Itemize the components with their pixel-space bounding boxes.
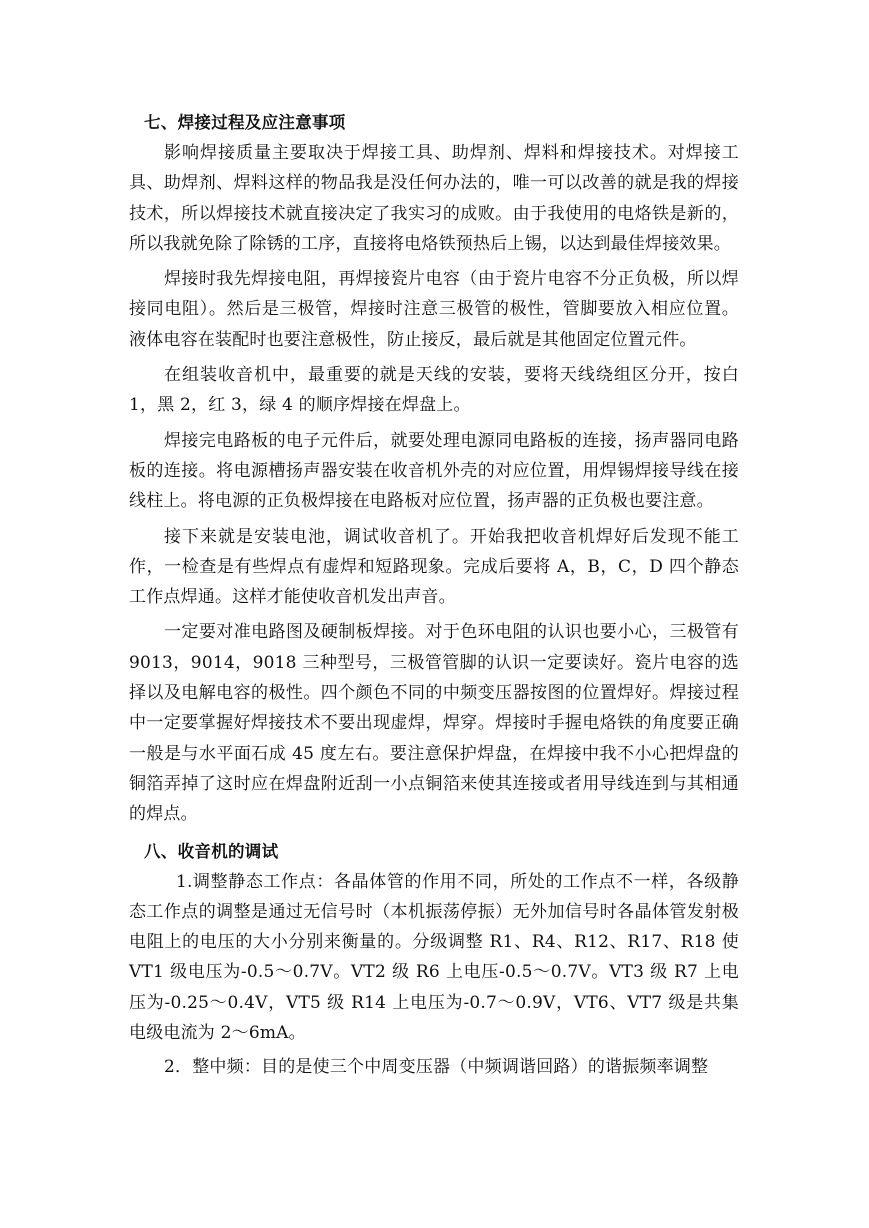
section-7-paragraph-4: 焊接完电路板的电子元件后，就要处理电源同电路板的连接，扬声器同电路板的连接。将电源槽扬声器安装在收音机外壳的对应位置，用焊锡焊接导线在接线柱上。将电源的正负极焊接在电路板对应位置，扬声器的正负极也要注意。 — [129, 430, 739, 512]
section-7-paragraph-1: 影响焊接质量主要取决于焊接工具、助焊剂、焊料和焊接技术。对焊接工具、助焊剂、焊料这样的物品我是没任何办法的，唯一可以改善的就是我的焊接技术，所以焊接技术就直接决定了我实习的成败。由于我使用的电烙铁是新的，所以我就免除了除锈的工序，直接将电烙铁预热后上锡，以达到最佳焊接效果。 — [129, 143, 739, 254]
section-8-step-1: 1.调整静态工作点：各晶体管的作用不同，所处的工作点不一样，各级静态工作点的调整是通过无信号时（本机振荡停振）无外加信号时各晶体管发射极电阻上的电压的大小分别来衡量的。分级调整 R1、R4、R12、R17、R18 使 VT1 级电压为-0.5～0.7V。VT2 级 R6 上电压-0.5～0.7V。VT3 级 R7 上电压为-0.25～0.4V，VT5 级 R14 上电压为-0.7～0.9V，VT6、VT7 级是共集电级电流为 2～6mA。 — [129, 871, 739, 1044]
section-7-heading: 七、焊接过程及应注意事项 — [144, 113, 346, 132]
section-7-paragraph-2: 焊接时我先焊接电阻，再焊接瓷片电容（由于瓷片电容不分正负极，所以焊接同电阻）。然后是三极管，焊接时注意三极管的极性，管脚要放入相应位置。液体电容在装配时也要注意极性，防止接反，最后就是其他固定位置元件。 — [129, 269, 739, 350]
section-7-paragraph-6: 一定要对准电路图及硬制板焊接。对于色环电阻的认识也要小心，三极管有 9013，9014，9018 三种型号，三极管管脚的认识一定要读好。瓷片电容的选择以及电解电容的极性。四个颜色不同的中频变压器按图的位置焊好。焊接过程中一定要掌握好焊接技术不要出现虚焊，焊穿。焊接时手握电烙铁的角度要正确一般是与水平面石成 45 度左右。要注意保护焊盘，在焊接中我不小心把焊盘的铜箔弄掉了这时应在焊盘附近刮一小点铜箔来使其连接或者用导线连到与其相通的焊点。 — [129, 622, 739, 825]
section-8-heading: 八、收音机的调试 — [144, 841, 279, 861]
section-8-step-2: 2．整中频：目的是使三个中周变压器（中频调谐回路）的谐振频率调整 — [164, 1057, 709, 1078]
section-7-paragraph-5: 接下来就是安装电池，调试收音机了。开始我把收音机焊好后发现不能工作，一检查是有些焊点有虚焊和短路现象。完成后要将 A，B，C，D 四个静态工作点焊通。这样才能使收音机发出声音。 — [129, 526, 739, 608]
section-7-paragraph-3: 在组装收音机中，最重要的就是天线的安装，要将天线绕组区分开，按白 1，黑 2，红 3，绿 4 的顺序焊接在焊盘上。 — [129, 365, 739, 416]
